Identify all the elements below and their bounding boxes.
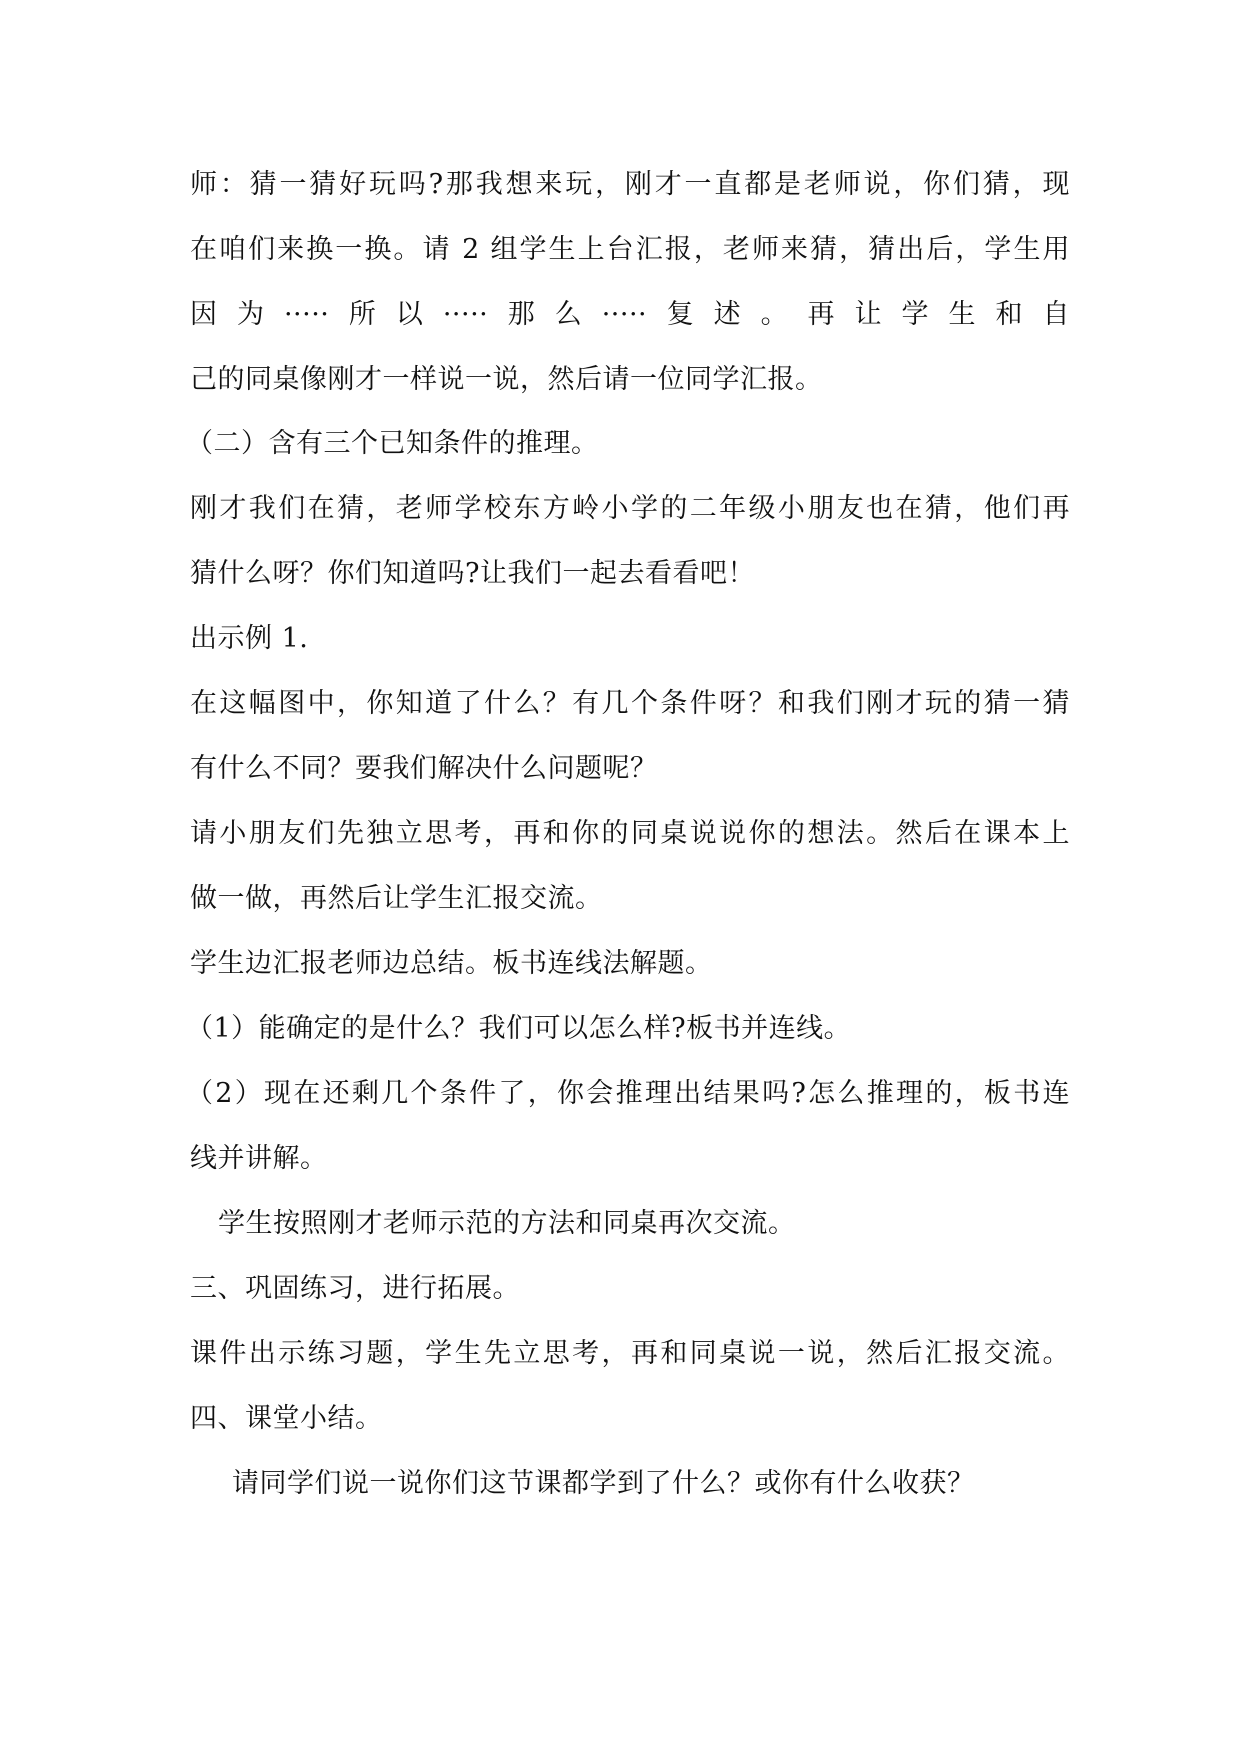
section-heading-four: 四、课堂小结。 [190, 1403, 383, 1434]
text-line-11: 请小朋友们先独立思考，再和你的同桌说说你的想法。然后在课本上 [190, 818, 1070, 849]
text-line-12: 做一做，再然后让学生汇报交流。 [190, 883, 603, 914]
text-line-10: 有什么不同？要我们解决什么问题呢？ [190, 753, 658, 784]
text-line-21: 请同学们说一说你们这节课都学到了什么？或你有什么收获？ [232, 1468, 975, 1499]
text-line-7: 猜什么呀？你们知道吗?让我们一起去看看吧！ [190, 558, 755, 589]
text-line-14: （1）能确定的是什么？我们可以怎么样?板书并连线。 [186, 1013, 852, 1044]
section-heading-three: 三、巩固练习，进行拓展。 [190, 1273, 520, 1304]
text-line-8: 出示例 1. [190, 623, 309, 654]
text-line-3: 因为·····所以·····那么·····复述。再让学生和自 [190, 299, 1070, 330]
text-line-17: 学生按照刚才老师示范的方法和同桌再次交流。 [218, 1208, 796, 1239]
text-line-2: 在咱们来换一换。请 2 组学生上台汇报，老师来猜，猜出后，学生用 [190, 234, 1070, 265]
text-line-9: 在这幅图中，你知道了什么？有几个条件呀？和我们刚才玩的猜一猜 [190, 688, 1070, 719]
text-line-6: 刚才我们在猜，老师学校东方岭小学的二年级小朋友也在猜，他们再 [190, 493, 1070, 524]
text-line-19: 课件出示练习题，学生先立思考，再和同桌说一说，然后汇报交流。 [190, 1338, 1070, 1369]
text-line-1: 师：猜一猜好玩吗?那我想来玩，刚才一直都是老师说，你们猜，现 [190, 169, 1070, 200]
text-line-4: 己的同桌像刚才一样说一说，然后请一位同学汇报。 [190, 364, 823, 395]
text-line-16: 线并讲解。 [190, 1143, 328, 1174]
section-heading-two: （二）含有三个已知条件的推理。 [186, 428, 599, 459]
text-line-13: 学生边汇报老师边总结。板书连线法解题。 [190, 948, 713, 979]
text-line-15: （2）现在还剩几个条件了，你会推理出结果吗?怎么推理的，板书连 [186, 1078, 1070, 1109]
